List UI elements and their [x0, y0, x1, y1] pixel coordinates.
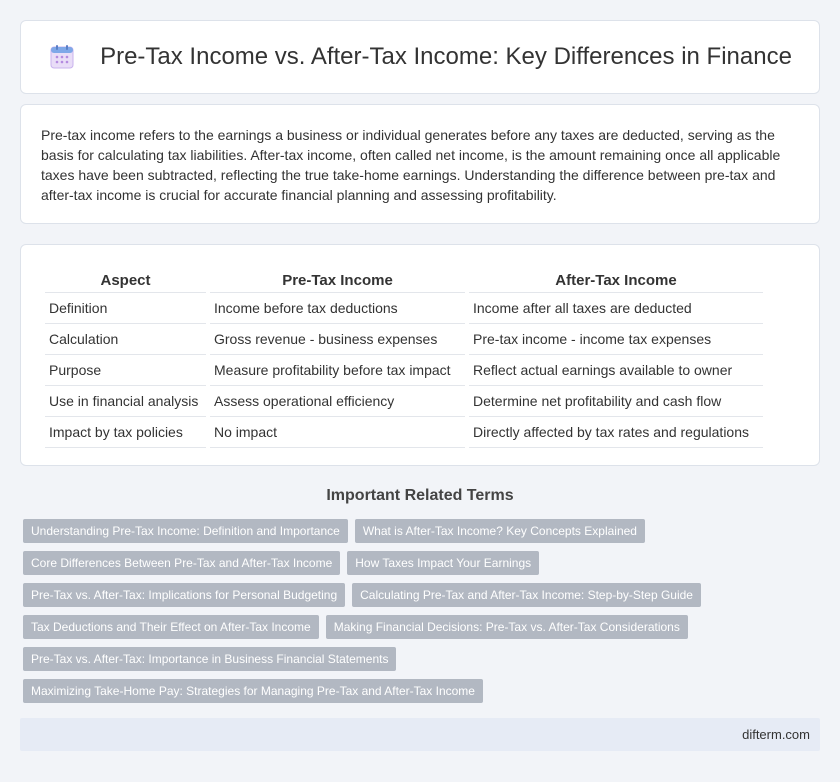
related-term-link[interactable]: Pre-Tax vs. After-Tax: Importance in Business Financial Statements: [23, 647, 396, 671]
table-cell: Determine net profitability and cash flow: [469, 386, 763, 417]
header-pre-tax: Pre-Tax Income: [210, 263, 465, 293]
table-cell: Use in financial analysis: [45, 386, 206, 417]
comparison-table: [41, 263, 767, 448]
tag-row: [23, 647, 813, 671]
tag-row: [23, 583, 813, 607]
table-row: [45, 324, 763, 355]
related-term-link[interactable]: How Taxes Impact Your Earnings: [347, 551, 539, 575]
intro-paragraph: Pre-tax income refers to the earnings a business or individual generates before any taxes are deducted, serving as the basis for calculating tax liabilities. After-tax income, often called net income, is the amount remaining once all applicable taxes have been subtracted, reflecting the true take-home earnings. Understanding the difference between pre-tax and after-tax income is crucial for accurate financial planning and assessing profitability.: [41, 127, 781, 203]
page-title: Pre-Tax Income vs. After-Tax Income: Key Differences in Finance: [100, 43, 792, 70]
tag-row: [23, 551, 813, 575]
footer: [20, 718, 820, 751]
tag-row: [23, 679, 813, 703]
related-term-link[interactable]: Making Financial Decisions: Pre-Tax vs. After-Tax Considerations: [326, 615, 688, 639]
calendar-icon: [48, 43, 76, 71]
table-cell: Calculation: [45, 324, 206, 355]
table-cell: Assess operational efficiency: [210, 386, 465, 417]
related-term-link[interactable]: Maximizing Take-Home Pay: Strategies for Managing Pre-Tax and After-Tax Income: [23, 679, 483, 703]
tag-row: [23, 519, 813, 543]
related-terms-list: [23, 519, 813, 711]
table-cell: Income after all taxes are deducted: [469, 293, 763, 324]
table-cell: Purpose: [45, 355, 206, 386]
header-aspect: Aspect: [45, 263, 206, 293]
table-cell: Definition: [45, 293, 206, 324]
footer-site-link[interactable]: difterm.com: [742, 727, 810, 742]
table-cell: Income before tax deductions: [210, 293, 465, 324]
header-after-tax: After-Tax Income: [469, 263, 763, 293]
table-row: [45, 293, 763, 324]
related-term-link[interactable]: Pre-Tax vs. After-Tax: Implications for Personal Budgeting: [23, 583, 345, 607]
table-cell: Measure profitability before tax impact: [210, 355, 465, 386]
table-cell: Directly affected by tax rates and regulations: [469, 417, 763, 448]
related-term-link[interactable]: Calculating Pre-Tax and After-Tax Income: Step-by-Step Guide: [352, 583, 701, 607]
related-term-link[interactable]: Tax Deductions and Their Effect on After-Tax Income: [23, 615, 319, 639]
table-header-row: [45, 263, 763, 293]
related-term-link[interactable]: Understanding Pre-Tax Income: Definition and Importance: [23, 519, 348, 543]
table-row: [45, 417, 763, 448]
table-cell: Reflect actual earnings available to owner: [469, 355, 763, 386]
tag-row: [23, 615, 813, 639]
table-cell: Impact by tax policies: [45, 417, 206, 448]
related-terms-title: Important Related Terms: [326, 487, 514, 504]
title-card: [20, 20, 820, 94]
comparison-table-card: [20, 244, 820, 466]
table-cell: No impact: [210, 417, 465, 448]
intro-card: [20, 104, 820, 224]
related-term-link[interactable]: Core Differences Between Pre-Tax and After-Tax Income: [23, 551, 340, 575]
table-row: [45, 355, 763, 386]
related-term-link[interactable]: What is After-Tax Income? Key Concepts Explained: [355, 519, 645, 543]
table-row: [45, 386, 763, 417]
table-cell: Gross revenue - business expenses: [210, 324, 465, 355]
table-cell: Pre-tax income - income tax expenses: [469, 324, 763, 355]
